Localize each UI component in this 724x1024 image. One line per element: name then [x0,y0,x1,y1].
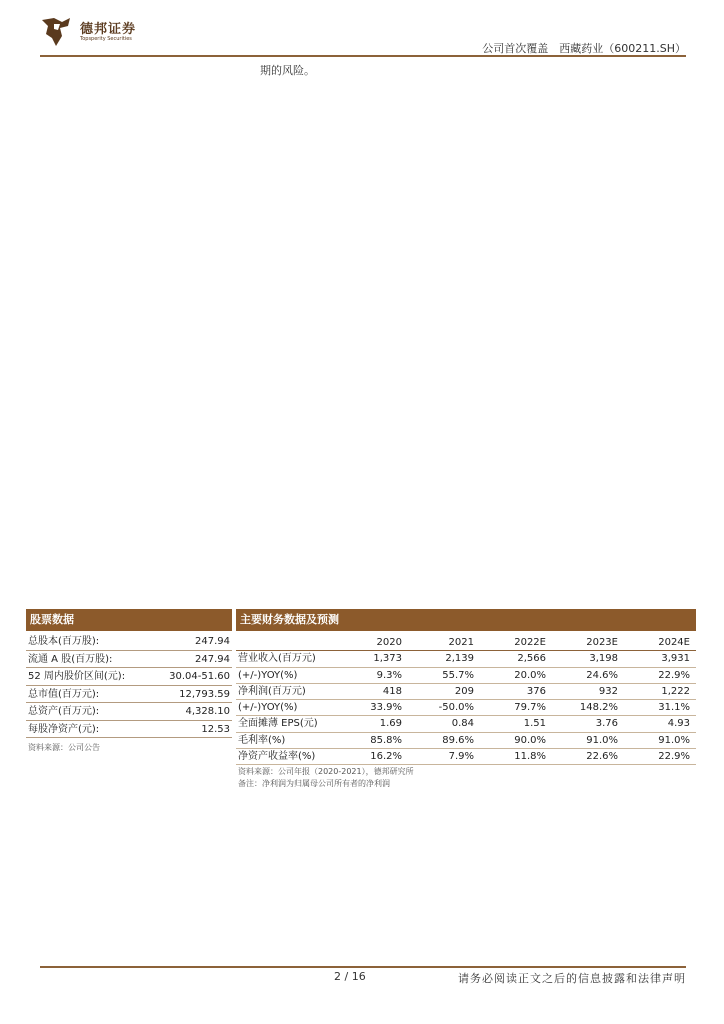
financial-row [236,700,696,716]
financial-cell: 91.0% [658,734,690,746]
financial-row-label: 全面摊薄 EPS(元) [238,718,318,730]
financial-cell: 932 [598,685,618,697]
financial-cell: 3,931 [661,653,690,665]
financial-cell: 1,222 [661,685,690,697]
financial-cell: 4.93 [667,718,690,730]
stock-data-label: 流通 A 股(百万股): [28,653,113,665]
financial-row [236,716,696,732]
financial-cell: 31.1% [658,702,690,714]
financial-cell: 20.0% [514,669,546,681]
financial-cell: 55.7% [442,669,474,681]
financial-data-title: 主要财务数据及预测 [236,609,696,631]
logo-name-en: Topsperity Securities [80,36,132,42]
year-header: 2021 [448,637,474,648]
financial-cell: 85.8% [370,734,402,746]
financial-cell: 2,139 [445,653,474,665]
financial-cell: 16.2% [370,751,402,763]
page-number: 2 / 16 [334,970,366,983]
financial-row-label: (+/-)YOY(%) [238,669,298,681]
year-header: 2023E [586,637,618,648]
financial-header-row [236,635,696,651]
financial-row-label: 净资产收益率(%) [238,751,316,763]
stock-data-label: 总市值(百万元): [28,688,100,700]
financial-cell: 24.6% [586,669,618,681]
stock-data-value: 30.04-51.60 [169,671,230,682]
financial-row [236,684,696,700]
financial-cell: 418 [382,685,402,697]
financial-notes [238,766,414,790]
stock-data-label: 总资产(百万元): [28,706,100,717]
logo-name-cn: 德邦证券 [80,22,137,37]
financial-cell: 2,566 [517,653,546,665]
financial-row-label: 营业收入(百万元) [238,653,316,665]
financial-row [236,668,696,684]
stock-data-row [26,651,232,669]
stock-data-row [26,633,232,651]
financial-cell: 7.9% [448,751,474,763]
stock-data-table [26,633,232,738]
stock-data-row [26,703,232,721]
financial-cell: -50.0% [438,702,474,714]
financial-cell: 3,198 [589,653,618,665]
bull-logo-icon [40,14,74,48]
financial-cell: 33.9% [370,702,402,714]
financial-cell: 3.76 [595,718,618,730]
stock-data-label: 每股净资产(元): [28,723,100,735]
financial-cell: 89.6% [442,734,474,746]
stock-data-value: 12.53 [201,723,230,735]
financial-cell: 209 [454,685,474,697]
financial-row-label: 毛利率(%) [238,734,286,746]
year-header: 2022E [514,637,546,648]
financial-source: 资料来源：公司年报（2020-2021），德邦研究所 [238,767,414,776]
financial-cell: 9.3% [376,669,402,681]
financial-row [236,749,696,765]
year-header: 2020 [376,637,402,648]
financial-cell: 1.69 [379,718,402,730]
financial-cell: 91.0% [586,734,618,746]
financial-cell: 90.0% [514,734,546,746]
financial-cell: 79.7% [514,702,546,714]
financial-data-table [236,635,696,765]
footer-divider [40,966,686,968]
financial-cell: 22.6% [586,751,618,763]
stock-data-label: 总股本(百万股): [28,636,100,647]
stock-data-value: 247.94 [195,636,230,647]
financial-row-label: 净利润(百万元) [238,685,306,697]
financial-cell: 22.9% [658,751,690,763]
financial-cell: 0.84 [451,718,474,730]
financial-cell: 376 [526,685,546,697]
stock-data-value: 12,793.59 [179,688,230,700]
disclaimer-note: 请务必阅读正文之后的信息披露和法律声明 [458,972,686,985]
financial-cell: 11.8% [514,751,546,763]
financial-row-label: (+/-)YOY(%) [238,702,298,714]
financial-cell: 22.9% [658,669,690,681]
financial-cell: 1.51 [523,718,546,730]
header-divider [40,55,686,57]
stock-data-row [26,668,232,686]
financial-note: 备注：净利润为归属母公司所有者的净利润 [238,779,390,788]
stock-data-value: 4,328.10 [185,706,230,717]
financial-row [236,733,696,749]
stock-data-value: 247.94 [195,653,230,665]
stock-data-row [26,721,232,739]
year-header: 2024E [658,637,690,648]
stock-data-label: 52 周内股价区间(元): [28,671,126,682]
brand-logo [40,14,150,48]
stock-data-title: 股票数据 [26,609,232,631]
financial-cell: 148.2% [579,702,618,714]
financial-cell: 1,373 [373,653,402,665]
body-text: 期的风险。 [260,64,315,77]
stock-data-source: 资料来源：公司公告 [28,743,100,752]
stock-data-row [26,686,232,704]
report-tag: 公司首次覆盖 西藏药业（600211.SH） [482,42,686,55]
financial-row [236,651,696,667]
